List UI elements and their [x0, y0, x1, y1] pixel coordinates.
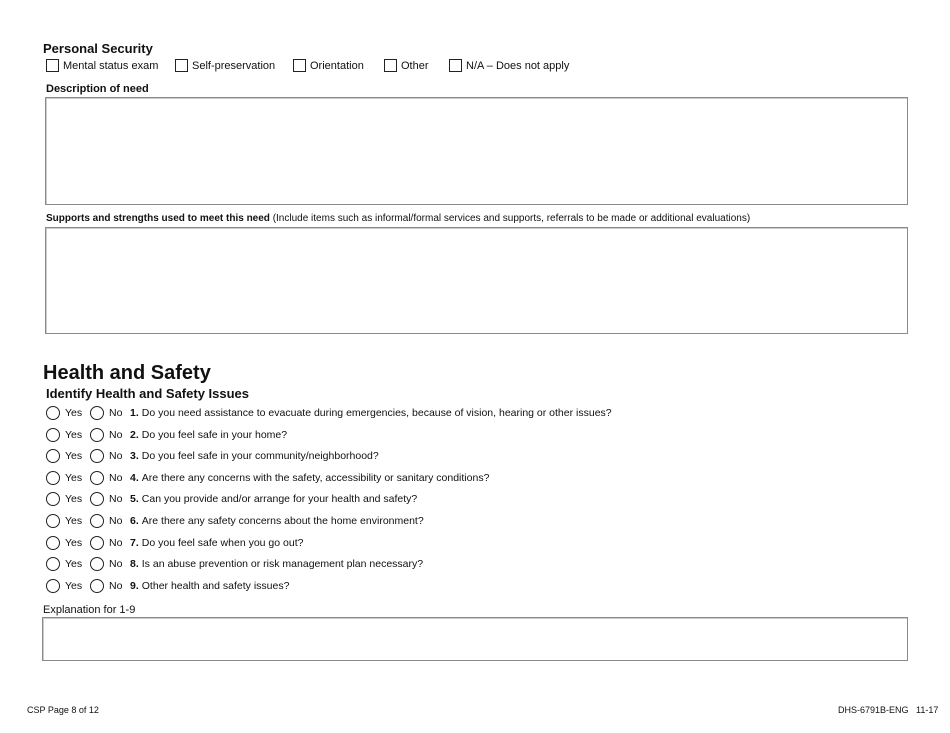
footer-page-number: CSP Page 8 of 12: [27, 705, 99, 715]
supports-hint: (Include items such as informal/formal services and supports, referrals to be made or additional evaluations): [272, 213, 751, 224]
no-radio-option[interactable]: [90, 428, 130, 442]
yes-radio-option[interactable]: [46, 514, 90, 528]
no-radio-option[interactable]: [90, 492, 130, 506]
checkbox-not-applicable[interactable]: [449, 59, 569, 72]
question-text: Are there any safety concerns about the home environment?: [141, 515, 424, 527]
checkbox-box[interactable]: [293, 59, 306, 72]
no-radio-option[interactable]: [90, 471, 130, 485]
radio-button[interactable]: [90, 536, 104, 550]
yes-radio-option[interactable]: [46, 428, 90, 442]
checkbox-label: Mental status exam: [63, 59, 159, 72]
question-row: [46, 513, 424, 529]
no-radio-option[interactable]: [90, 557, 130, 571]
yes-label: Yes: [65, 536, 83, 549]
checkbox-orientation[interactable]: [293, 59, 364, 72]
yes-radio-option[interactable]: [46, 492, 90, 506]
radio-button[interactable]: [90, 428, 104, 442]
description-label: Description of need: [46, 83, 149, 95]
question-row: [46, 427, 287, 443]
question-text: Do you need assistance to evacuate during emergencies, because of vision, hearing or other issues?: [141, 407, 612, 419]
yes-radio-option[interactable]: [46, 449, 90, 463]
question-text: Do you feel safe when you go out?: [141, 536, 304, 549]
radio-button[interactable]: [90, 492, 104, 506]
yes-label: Yes: [65, 407, 83, 419]
question-row: [46, 491, 417, 507]
yes-label: Yes: [65, 450, 83, 463]
yes-radio-option[interactable]: [46, 579, 90, 593]
question-number: 3.: [130, 450, 139, 463]
question-row: [46, 535, 303, 551]
checkbox-label: N/A – Does not apply: [466, 59, 570, 72]
question-text: Do you feel safe in your home?: [141, 428, 288, 441]
question-number: 7.: [130, 536, 139, 549]
question-row: [46, 470, 489, 486]
checkbox-box[interactable]: [175, 59, 188, 72]
yes-radio-option[interactable]: [46, 471, 90, 485]
no-radio-option[interactable]: [90, 536, 130, 550]
explanation-label: Explanation for 1-9: [43, 604, 136, 616]
no-radio-option[interactable]: [90, 579, 130, 593]
checkbox-box[interactable]: [384, 59, 397, 72]
no-label: No: [109, 579, 123, 592]
question-text: Can you provide and/or arrange for your health and safety?: [141, 493, 418, 506]
question-number: 6.: [130, 515, 139, 527]
radio-button[interactable]: [46, 557, 60, 571]
supports-label-row: [46, 213, 750, 224]
question-number: 9.: [130, 579, 139, 592]
yes-label: Yes: [65, 493, 83, 506]
question-number: 2.: [130, 428, 139, 441]
no-label: No: [109, 515, 123, 527]
question-text: Do you feel safe in your community/neighborhood?: [141, 450, 379, 463]
checkbox-mental-status-exam[interactable]: [46, 59, 158, 72]
question-number: 8.: [130, 558, 139, 571]
yes-radio-option[interactable]: [46, 557, 90, 571]
checkbox-self-preservation[interactable]: [175, 59, 275, 72]
checkbox-box[interactable]: [449, 59, 462, 72]
personal-security-title: Personal Security: [43, 41, 153, 56]
radio-button[interactable]: [46, 536, 60, 550]
checkbox-label: Self-preservation: [192, 59, 276, 72]
radio-button[interactable]: [90, 471, 104, 485]
description-field[interactable]: [45, 97, 908, 205]
radio-button[interactable]: [90, 579, 104, 593]
question-number: 5.: [130, 493, 139, 506]
checkbox-label: Orientation: [310, 59, 364, 72]
question-row: [46, 578, 289, 594]
checkbox-box[interactable]: [46, 59, 59, 72]
no-radio-option[interactable]: [90, 514, 130, 528]
no-label: No: [109, 407, 123, 419]
supports-label: Supports and strengths used to meet this need: [46, 213, 270, 224]
yes-label: Yes: [65, 515, 83, 527]
radio-button[interactable]: [90, 557, 104, 571]
radio-button[interactable]: [90, 406, 104, 420]
question-number: 1.: [130, 407, 139, 419]
radio-button[interactable]: [46, 428, 60, 442]
yes-label: Yes: [65, 558, 83, 571]
no-radio-option[interactable]: [90, 449, 130, 463]
question-row: [46, 556, 423, 572]
radio-button[interactable]: [90, 514, 104, 528]
health-safety-title: Health and Safety: [43, 362, 211, 384]
no-label: No: [109, 558, 123, 571]
no-label: No: [109, 493, 123, 506]
health-safety-subtitle: Identify Health and Safety Issues: [46, 386, 250, 401]
radio-button[interactable]: [46, 492, 60, 506]
yes-label: Yes: [65, 471, 83, 484]
footer-form-id: DHS-6791B-ENG 11-17: [838, 705, 939, 715]
question-text: Other health and safety issues?: [141, 579, 290, 592]
no-label: No: [109, 536, 123, 549]
no-label: No: [109, 428, 123, 441]
no-label: No: [109, 450, 123, 463]
question-number: 4.: [130, 471, 139, 484]
supports-field[interactable]: [45, 227, 908, 334]
radio-button[interactable]: [90, 449, 104, 463]
no-label: No: [109, 471, 123, 484]
explanation-field[interactable]: [42, 617, 908, 661]
yes-label: Yes: [65, 579, 83, 592]
yes-radio-option[interactable]: [46, 406, 90, 420]
radio-button[interactable]: [46, 579, 60, 593]
checkbox-label: Other: [401, 59, 429, 72]
yes-label: Yes: [65, 428, 83, 441]
question-text: Are there any concerns with the safety, accessibility or sanitary conditions?: [141, 471, 490, 484]
question-text: Is an abuse prevention or risk management plan necessary?: [141, 558, 424, 571]
radio-button[interactable]: [46, 514, 60, 528]
radio-button[interactable]: [46, 471, 60, 485]
question-row: [46, 405, 612, 421]
question-row: [46, 448, 379, 464]
radio-button[interactable]: [46, 449, 60, 463]
no-radio-option[interactable]: [90, 406, 130, 420]
radio-button[interactable]: [46, 406, 60, 420]
yes-radio-option[interactable]: [46, 536, 90, 550]
checkbox-other[interactable]: [384, 59, 429, 72]
